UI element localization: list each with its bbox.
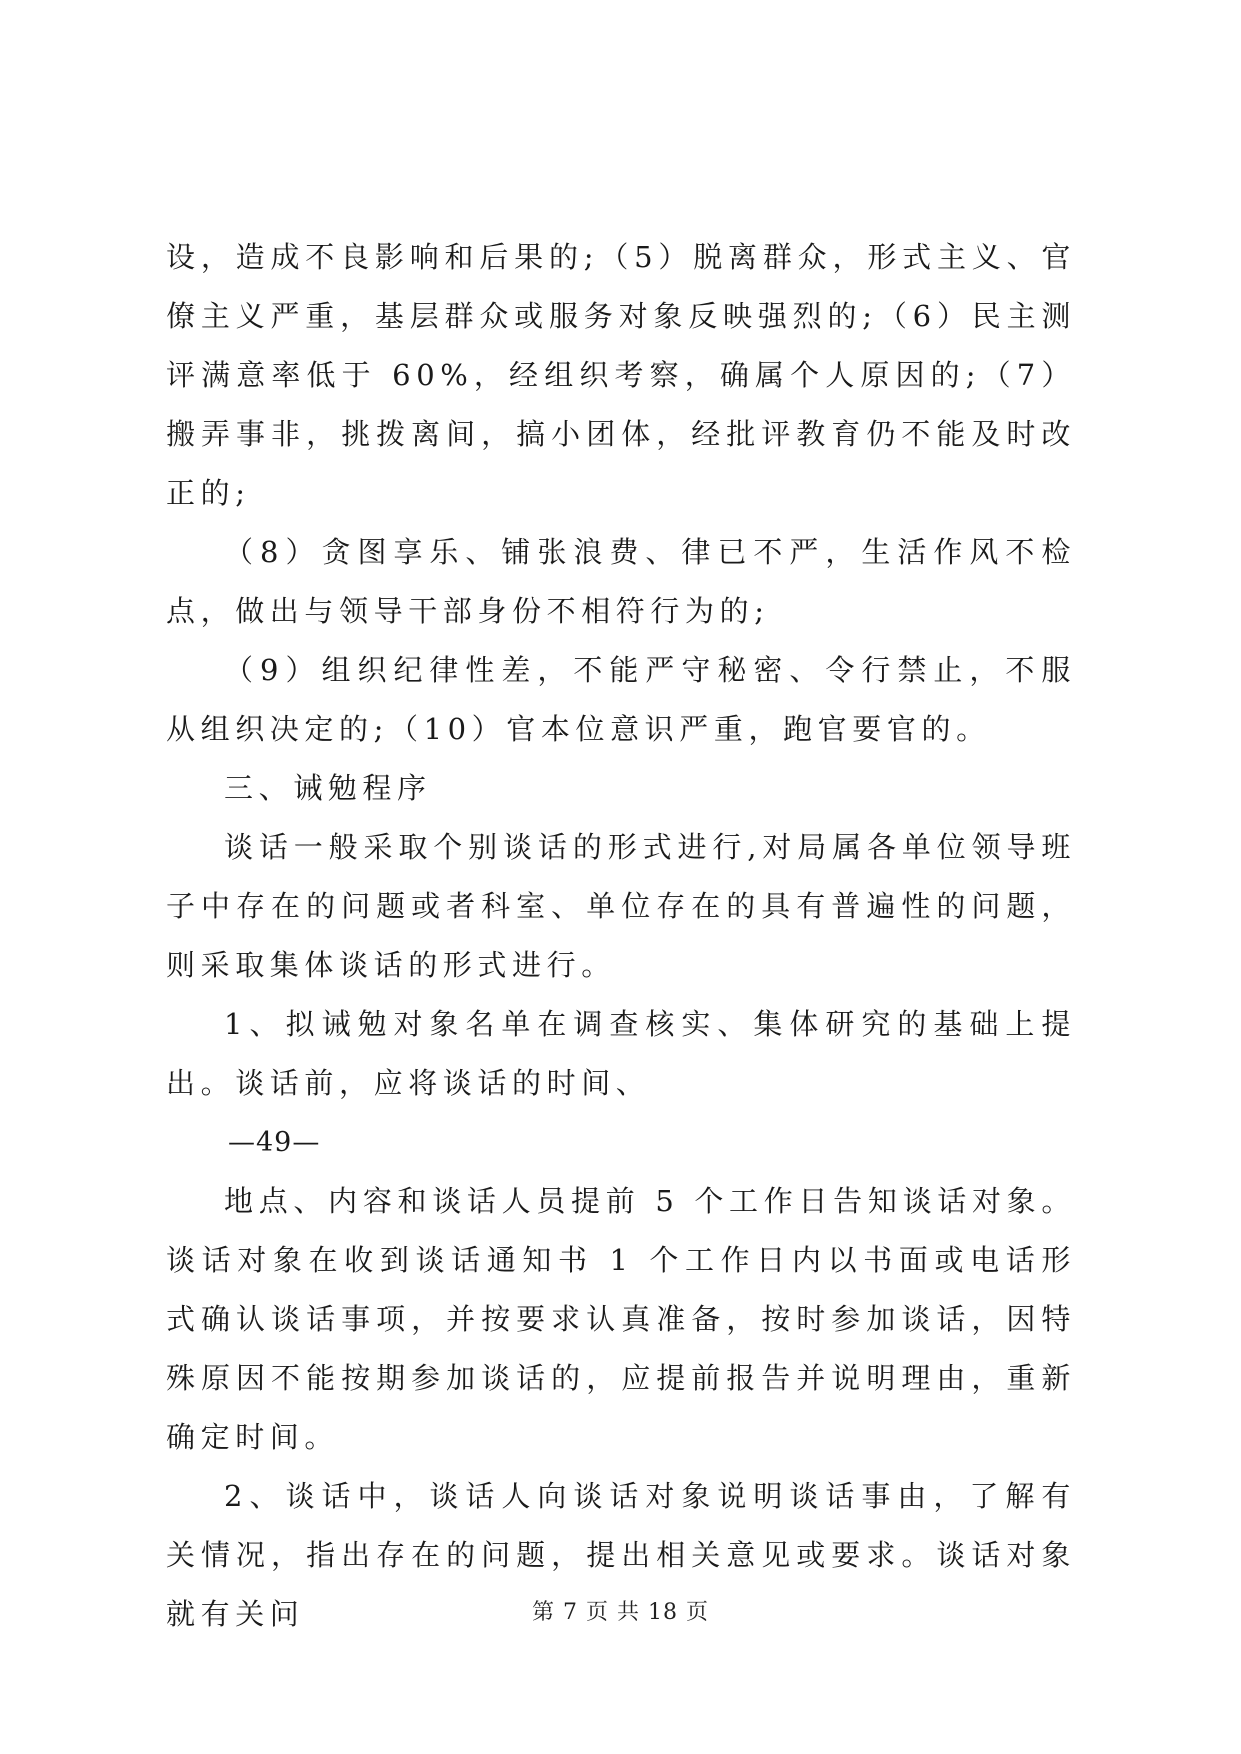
paragraph-misconduct-5-7: 设，造成不良影响和后果的;（5）脱离群众，形式主义、官僚主义严重，基层群众或服务对象反映强烈的;（6）民主测评满意率低于 60%，经组织考察，确属个人原因的;（7）搬弄事非，挑拨离间，搞小团体，经批评教育仍不能及时改正的;: [166, 240, 1076, 510]
paragraph-step-2: 2、谈话中，谈话人向谈话对象说明谈话事由，了解有关情况，指出存在的问题，提出相关意见或要求。谈话对象就有关问: [166, 1479, 1076, 1631]
paragraph-misconduct-9-10: （9）组织纪律性差，不能严守秘密、令行禁止，不服从组织决定的;（10）官本位意识严重，跑官要官的。: [166, 653, 1076, 746]
paragraph-talk-forms: 谈话一般采取个别谈话的形式进行,对局属各单位领导班子中存在的问题或者科室、单位存在的具有普遍性的问题，则采取集体谈话的形式进行。: [166, 830, 1076, 982]
paragraph-step-1-continued: 地点、内容和谈话人员提前 5 个工作日告知谈话对象。谈话对象在收到谈话通知书 1 个工作日内以书面或电话形式确认谈话事项，并按要求认真准备，按时参加谈话，因特殊原因不能按期参加谈话的，应提前报告并说明理由，重新确定时间。: [166, 1184, 1076, 1454]
paragraph-step-1: 1、拟诫勉对象名单在调查核实、集体研究的基础上提出。谈话前，应将谈话的时间、: [166, 1007, 1076, 1100]
section-heading-procedure: 三、诫勉程序: [224, 771, 432, 805]
document-body: [166, 228, 1076, 1644]
paragraph-misconduct-8: （8）贪图享乐、铺张浪费、律已不严，生活作风不检点，做出与领导干部身份不相符行为的;: [166, 535, 1076, 628]
page-footer: 第 7 页 共 18 页: [532, 1600, 709, 1625]
inner-page-marker: —49—: [228, 1127, 321, 1158]
